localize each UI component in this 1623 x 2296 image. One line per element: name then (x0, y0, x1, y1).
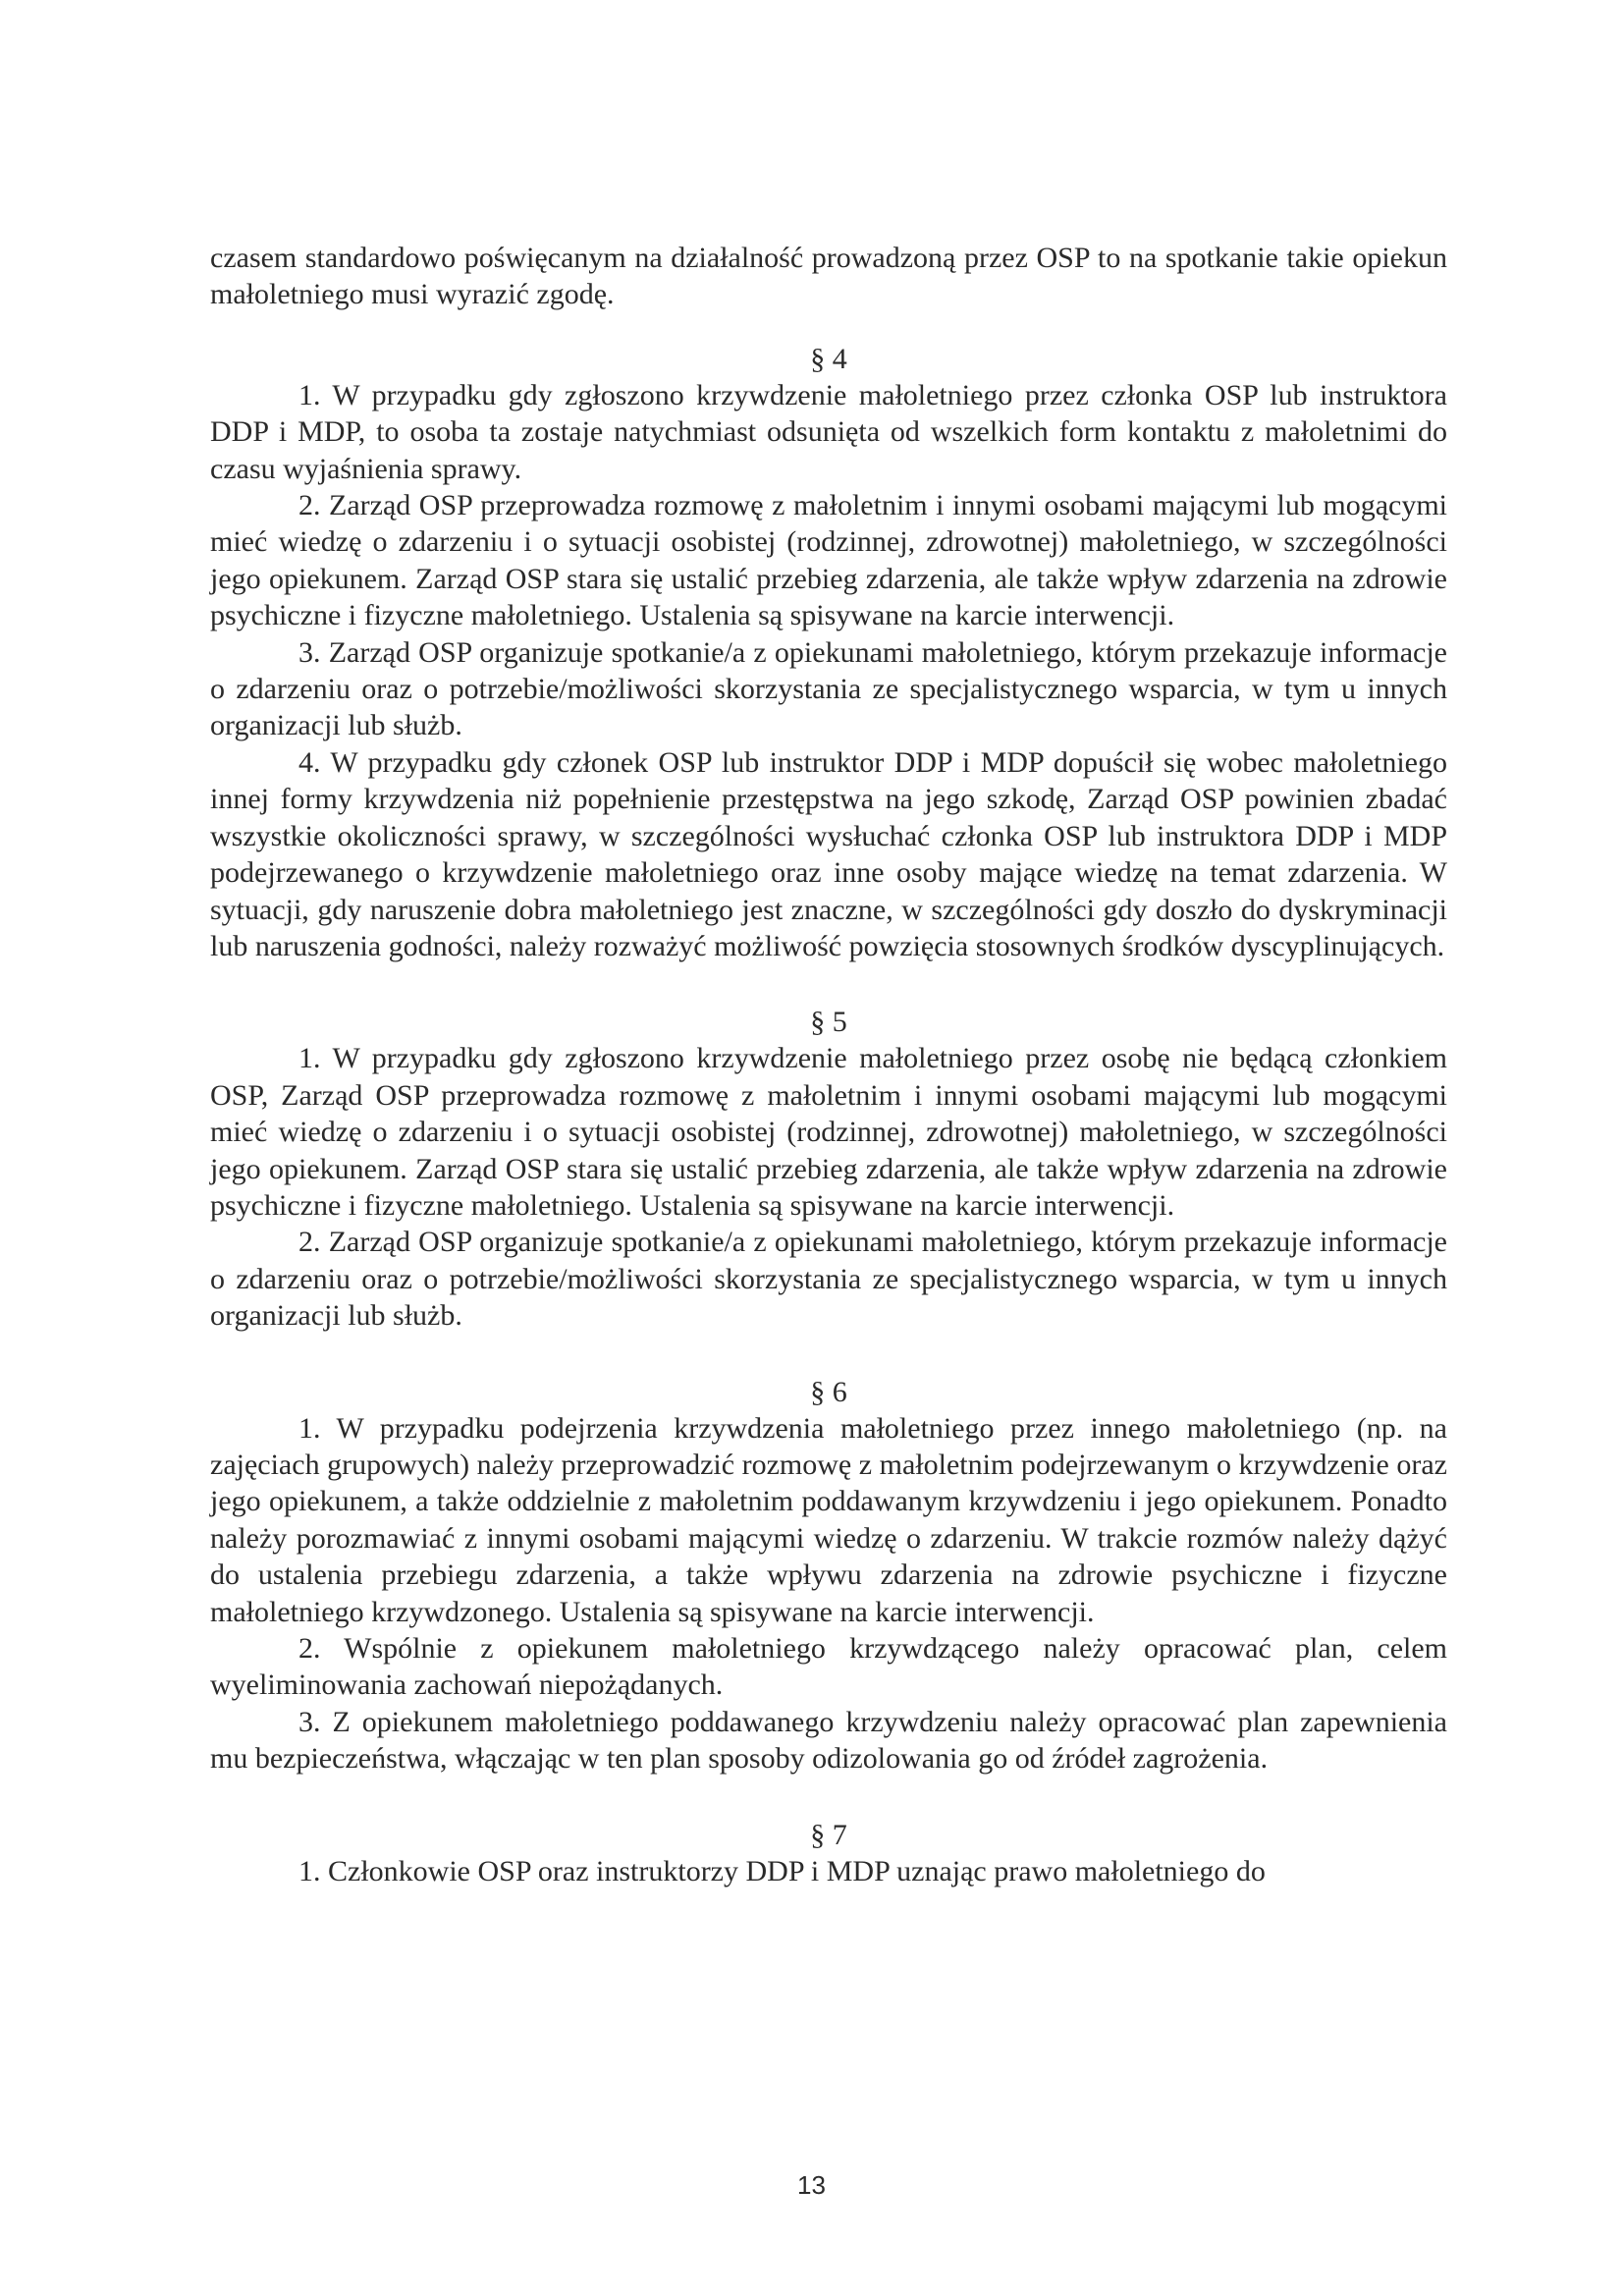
section-4 (210, 341, 1447, 965)
section-6-paragraph-1: 1. W przypadku podejrzenia krzywdzenia małoletniego przez innego małoletniego (np. na zajęciach grupowych) należy przeprowadzić rozmowę z małoletnim podejrzewanym o krzywdzenie oraz jego opiekunem, a także oddzielnie z małoletnim poddawanym krzywdzeniu i jego opiekunem. Ponadto należy porozmawiać z innymi osobami mającymi wiedzę o zdarzeniu. W trakcie rozmów należy dążyć do ustalenia przebiegu zdarzenia, a także wpływu zdarzenia na zdrowie psychiczne i fizyczne małoletniego krzywdzonego. Ustalenia są spisywane na karcie interwencji. (210, 1411, 1447, 1628)
section-5-paragraph-1: 1. W przypadku gdy zgłoszono krzywdzenie małoletniego przez osobę nie będącą członkiem OSP, Zarząd OSP przeprowadza rozmowę z małoletnim i innymi osobami mającymi lub mogącymi mieć wiedzę o zdarzeniu i o sytuacji osobistej (rodzinnej, zdrowotnej) małoletniego, w szczególności jego opiekunem. Zarząd OSP stara się ustalić przebieg zdarzenia, ale także wpływ zdarzenia na zdrowie psychiczne i fizyczne małoletniego. Ustalenia są spisywane na karcie interwencji. (210, 1042, 1447, 1222)
section-heading: § 5 (810, 1006, 847, 1039)
section-4-paragraph-2: 2. Zarząd OSP przeprowadza rozmowę z małoletnim i innymi osobami mającymi lub mogącymi mieć wiedzę o zdarzeniu i o sytuacji osobistej (rodzinnej, zdrowotnej) małoletniego, w szczególności jego opiekunem. Zarząd OSP stara się ustalić przebieg zdarzenia, ale także wpływ zdarzenia na zdrowie psychiczne i fizyczne małoletniego. Ustalenia są spisywane na karcie interwencji. (210, 489, 1447, 632)
section-4-paragraph-4: 4. W przypadku gdy członek OSP lub instruktor DDP i MDP dopuścił się wobec małoletniego innej formy krzywdzenia niż popełnienie przestępstwa na jego szkodę, Zarząd OSP powinien zbadać wszystkie okoliczności sprawy, w szczególności wysłuchać członka OSP lub instruktora DDP i MDP podejrzewanego o krzywdzenie małoletniego oraz inne osoby mające wiedzę na temat zdarzenia. W sytuacji, gdy naruszenie dobra małoletniego jest znaczne, w szczególności gdy doszło do dyskryminacji lub naruszenia godności, należy rozważyć możliwość powzięcia stosownych środków dyscyplinujących. (210, 745, 1447, 962)
section-7 (210, 1817, 1447, 1889)
section-heading: § 4 (810, 342, 847, 375)
section-4-paragraph-3: 3. Zarząd OSP organizuje spotkanie/a z opiekunami małoletniego, którym przekazuje informacje o zdarzeniu oraz o potrzebie/możliwości skorzystania ze specjalistycznego wsparcia, w tym u innych organizacji lub służb. (210, 635, 1447, 742)
section-6-paragraph-3: 3. Z opiekunem małoletniego poddawanego krzywdzeniu należy opracować plan zapewnienia mu bezpieczeństwa, włączając w ten plan sposoby odizolowania go od źródeł zagrożenia. (210, 1705, 1447, 1776)
section-heading: § 7 (810, 1818, 847, 1851)
section-6 (210, 1374, 1447, 1777)
section-7-paragraph-1: 1. Członkowie OSP oraz instruktorzy DDP i MDP uznając prawo małoletniego do (298, 1854, 1266, 1887)
section-4-paragraph-1: 1. W przypadku gdy zgłoszono krzywdzenie małoletniego przez członka OSP lub instruktora DDP i MDP, to osoba ta zostaje natychmiast odsunięta od wszelkich form kontaktu z małoletnimi do czasu wyjaśnienia sprawy. (210, 378, 1447, 485)
intro-paragraph: czasem standardowo poświęcanym na działalność prowadzoną przez OSP to na spotkanie takie opiekun małoletniego musi wyrazić zgodę. (210, 242, 1447, 311)
section-5-paragraph-2: 2. Zarząd OSP organizuje spotkanie/a z opiekunami małoletniego, którym przekazuje informacje o zdarzeniu oraz o potrzebie/możliwości skorzystania ze specjalistycznego wsparcia, w tym u innych organizacji lub służb. (210, 1226, 1447, 1333)
document-page (210, 240, 1447, 1889)
section-5 (210, 1004, 1447, 1334)
section-6-paragraph-2: 2. Wspólnie z opiekunem małoletniego krzywdzącego należy opracować plan, celem wyeliminowania zachowań niepożądanych. (210, 1632, 1447, 1702)
page-number: 13 (797, 2170, 826, 2200)
section-heading: § 6 (810, 1375, 847, 1408)
